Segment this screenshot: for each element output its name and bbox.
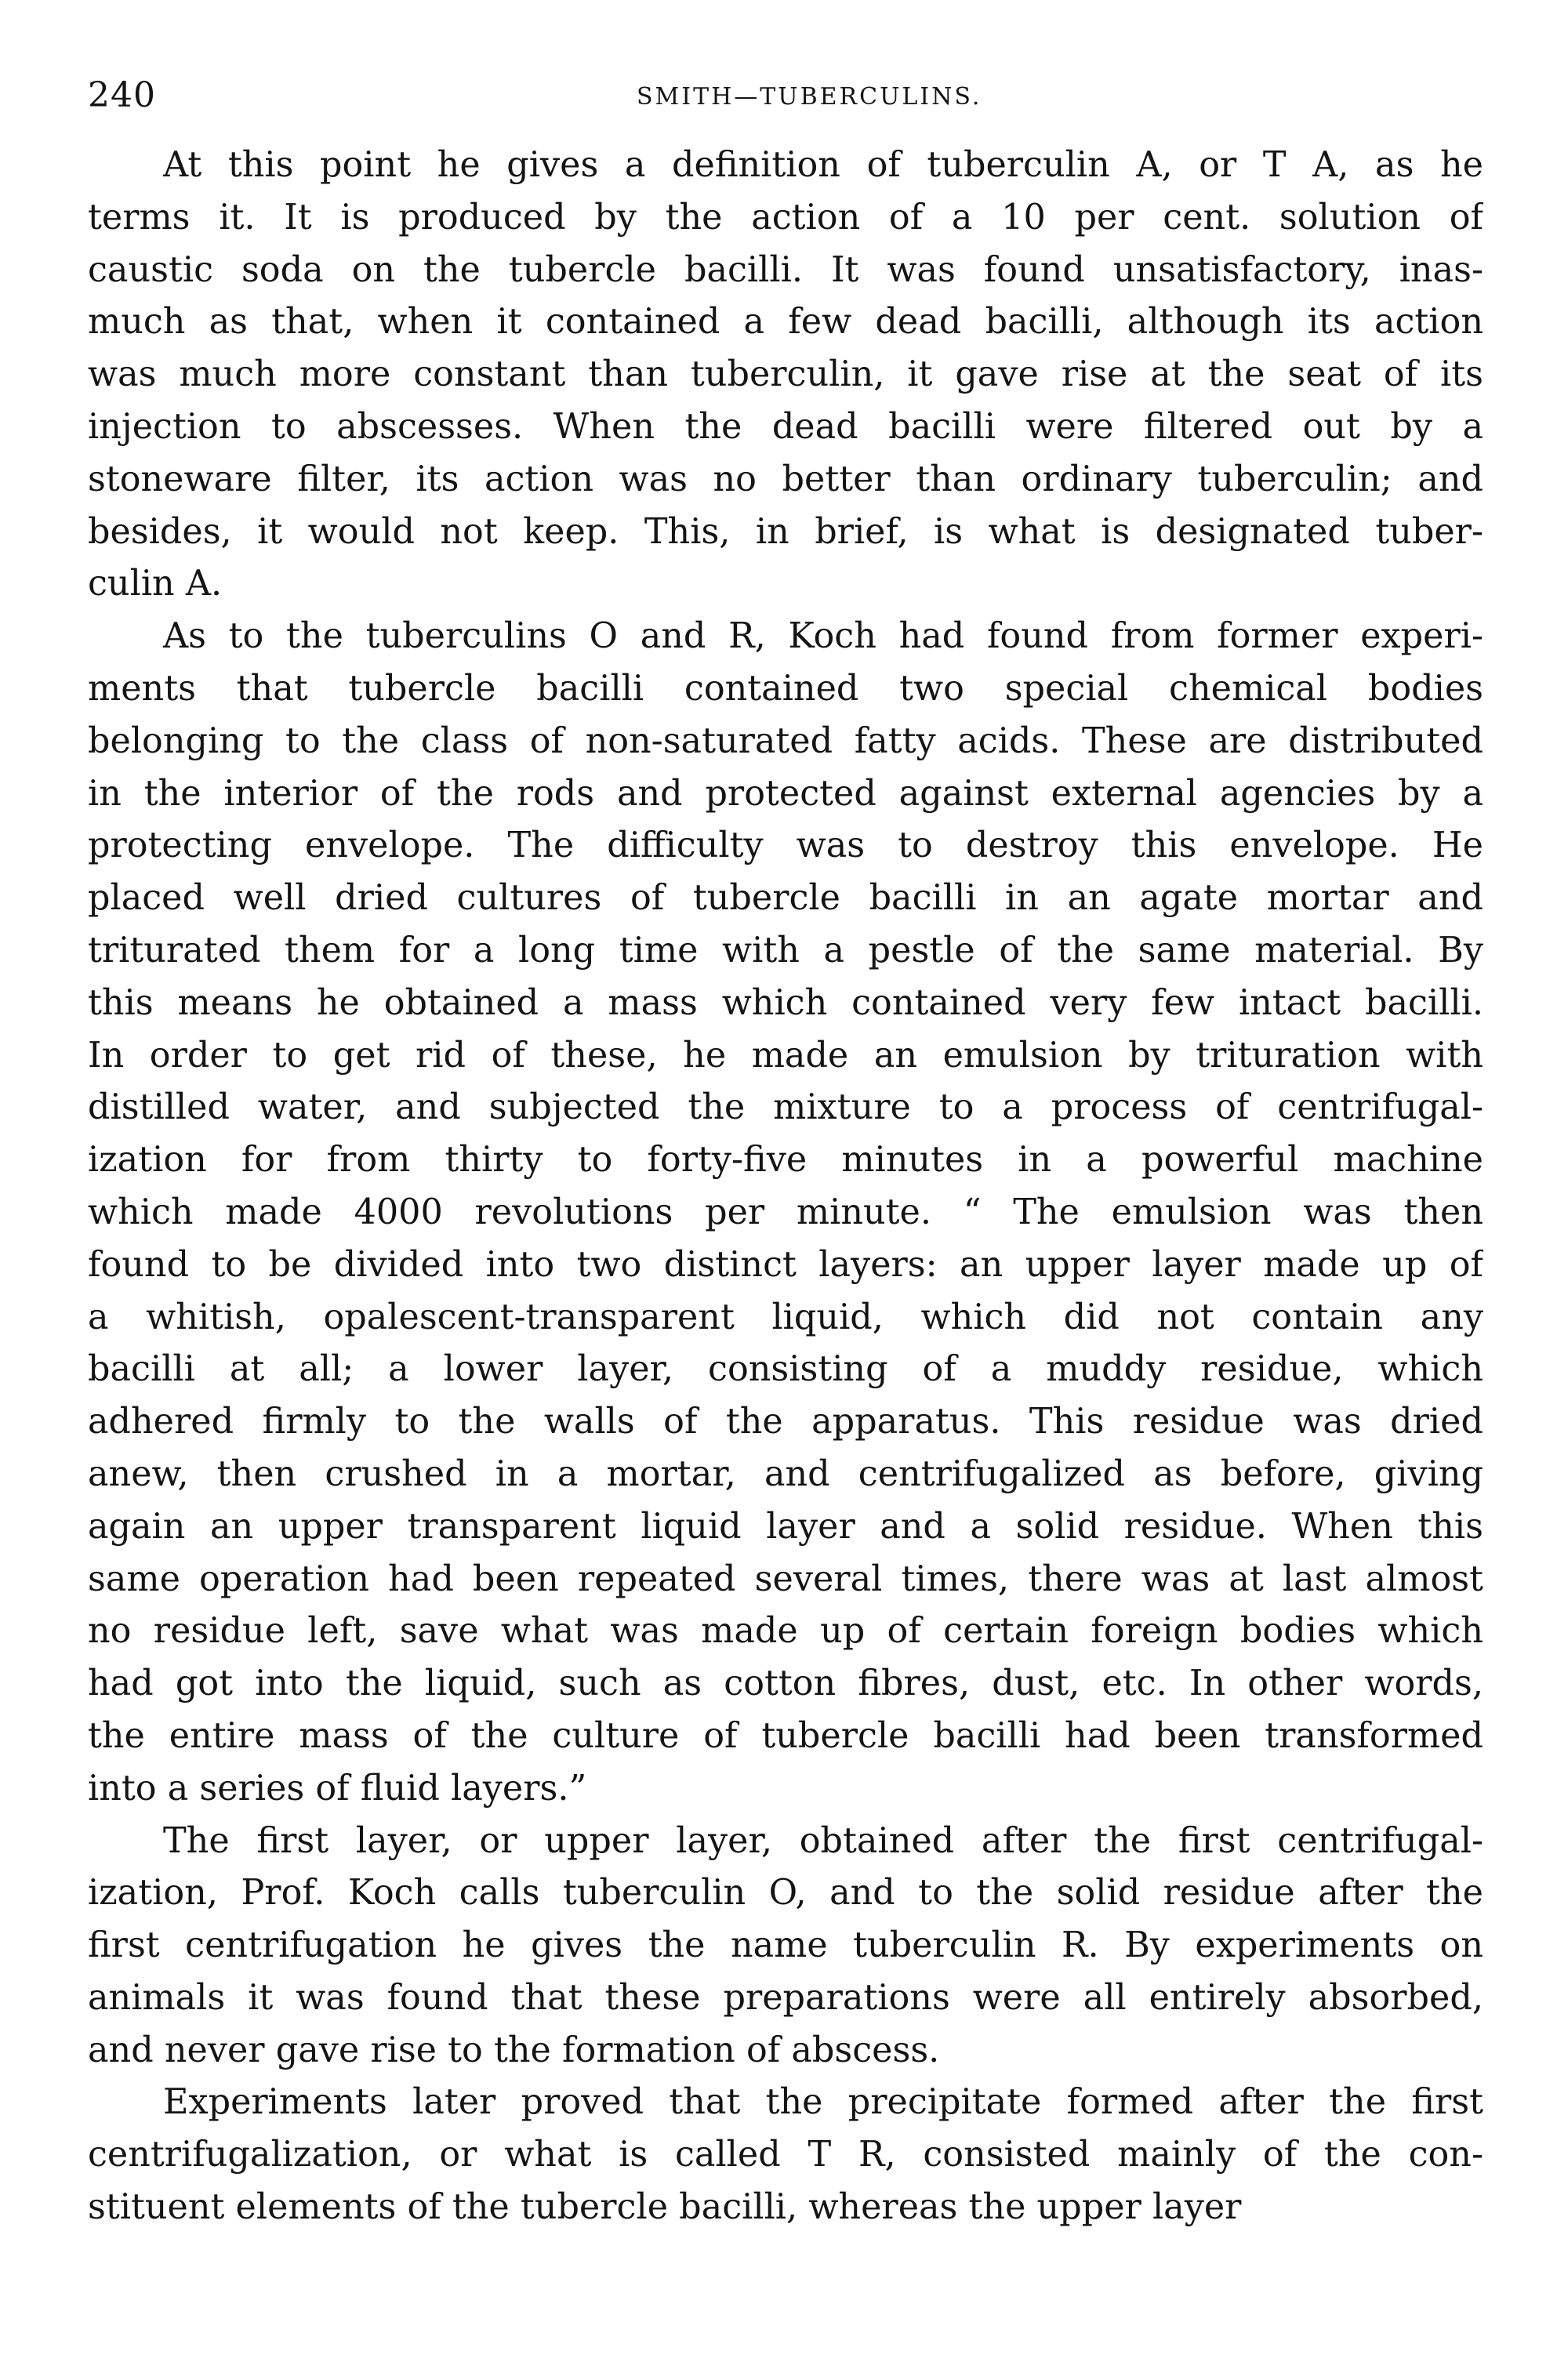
text-line: a whitish, opalescent-transparent liquid, which did not contain any xyxy=(88,1297,1483,1337)
text-line: found to be divided into two distinct layers: an upper layer made up of xyxy=(88,1244,1483,1285)
text-line: injection to abscesses. When the dead bacilli were filtered out by a xyxy=(88,406,1483,447)
text-line: culin A. xyxy=(88,564,223,604)
body-text xyxy=(88,140,1483,2234)
text-line: and never gave rise to the formation of abscess. xyxy=(88,2030,940,2070)
text-line: The first layer, or upper layer, obtained after the first centrifugal- xyxy=(163,1820,1483,1861)
text-line: the entire mass of the culture of tubercle bacilli had been transformed xyxy=(88,1715,1483,1756)
text-line: anew, then crushed in a mortar, and centrifugalized as before, giving xyxy=(88,1453,1483,1494)
text-line: At this point he gives a definition of tuberculin A, or T A, as he xyxy=(163,145,1483,185)
text-line: bacilli at all; a lower layer, consisting of a muddy residue, which xyxy=(88,1349,1483,1390)
page-header xyxy=(88,75,1483,122)
text-line: placed well dried cultures of tubercle bacilli in an agate mortar and xyxy=(88,878,1483,919)
text-line: As to the tuberculins O and R, Koch had found from former experi- xyxy=(163,616,1483,657)
text-line: distilled water, and subjected the mixture to a process of centrifugal- xyxy=(88,1087,1483,1128)
paragraph-tuberculins-o-r xyxy=(88,611,1483,1815)
text-line: stituent elements of the tubercle bacilli, whereas the upper layer xyxy=(88,2187,1242,2228)
paragraph-experiments xyxy=(88,2077,1483,2233)
text-line: animals it was found that these preparations were all entirely absorbed, xyxy=(88,1977,1483,2018)
text-line: protecting envelope. The difficulty was to destroy this envelope. He xyxy=(88,825,1483,866)
text-line: belonging to the class of non-saturated fatty acids. These are distributed xyxy=(88,720,1483,761)
text-line: besides, it would not keep. This, in brief, is what is designated tuber- xyxy=(88,511,1483,552)
text-line: first centrifugation he gives the name tuberculin R. By experiments on xyxy=(88,1925,1483,1966)
text-line: same operation had been repeated several times, there was at last almost xyxy=(88,1558,1483,1599)
text-line: centrifugalization, or what is called T R, consisted mainly of the con- xyxy=(88,2135,1483,2175)
text-line: ization for from thirty to forty-five minutes in a powerful machine xyxy=(88,1140,1483,1181)
text-line: stoneware filter, its action was no better than ordinary tuberculin; and xyxy=(88,459,1483,499)
text-line: much as that, when it contained a few dead bacilli, although its action xyxy=(88,302,1483,343)
paragraph-first-layer xyxy=(88,1816,1483,2077)
text-line: ization, Prof. Koch calls tuberculin O, and to the solid residue after the xyxy=(88,1873,1483,1914)
running-head: SMITH—TUBERCULINS. xyxy=(637,83,982,111)
text-line: triturated them for a long time with a pestle of the same material. By xyxy=(88,930,1483,971)
text-line: no residue left, save what was made up of certain foreign bodies which xyxy=(88,1611,1483,1652)
text-line: which made 4000 revolutions per minute. “ The emulsion was then xyxy=(88,1192,1483,1232)
text-line: adhered firmly to the walls of the apparatus. This residue was dried xyxy=(88,1402,1483,1442)
text-line: caustic soda on the tubercle bacilli. It was found unsatisfactory, inas- xyxy=(88,249,1483,290)
paragraph-tuberculin-a xyxy=(88,140,1483,611)
text-line: ments that tubercle bacilli contained two special chemical bodies xyxy=(88,668,1483,709)
text-line: had got into the liquid, such as cotton fibres, dust, etc. In other words, xyxy=(88,1663,1483,1704)
text-line: again an upper transparent liquid layer and a solid residue. When this xyxy=(88,1506,1483,1547)
text-line: In order to get rid of these, he made an emulsion by trituration with xyxy=(88,1035,1483,1076)
text-line: Experiments later proved that the precipitate formed after the first xyxy=(163,2082,1483,2123)
text-line: was much more constant than tuberculin, it gave rise at the seat of its xyxy=(88,354,1483,395)
text-line: this means he obtained a mass which contained very few intact bacilli. xyxy=(88,982,1483,1023)
text-line: into a series of fluid layers.” xyxy=(88,1768,587,1809)
text-line: terms it. It is produced by the action of a 10 per cent. solution of xyxy=(88,197,1483,238)
text-line: in the interior of the rods and protected against external agencies by a xyxy=(88,773,1483,814)
page-number: 240 xyxy=(88,75,156,115)
